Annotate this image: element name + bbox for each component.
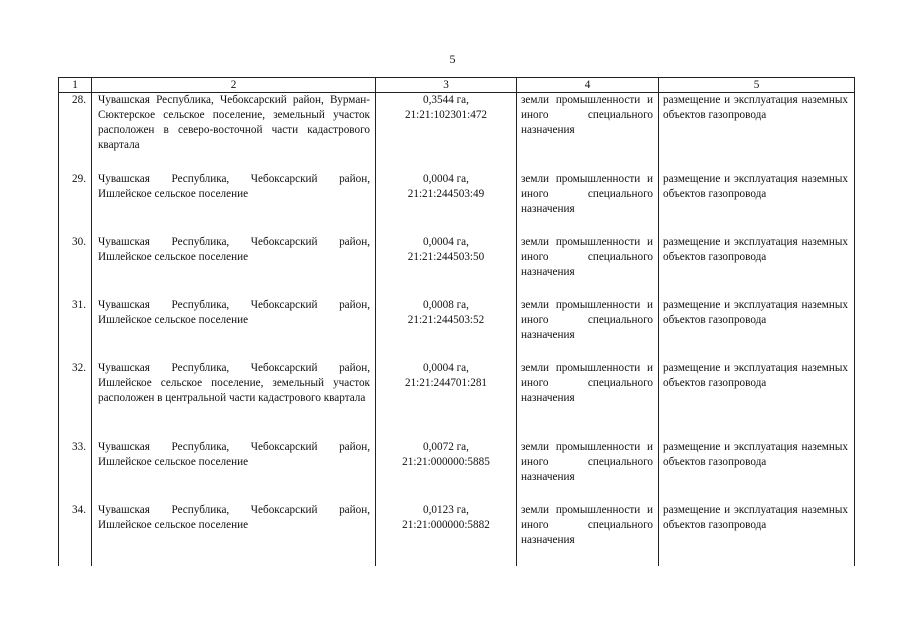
column-header-1: 1 (59, 78, 92, 93)
column-number-row (59, 78, 855, 93)
column-header-5: 5 (659, 78, 855, 93)
permitted-use: размещение и эксплуатация наземных объектов газопровода (659, 172, 855, 235)
plot-area: 0,0004 га, (423, 172, 469, 185)
cadastral-number: 21:21:244503:52 (407, 313, 485, 326)
row-number: 33. (59, 440, 92, 503)
land-category: земли промышленности и иного специального назначения (517, 361, 659, 440)
column-header-3: 3 (376, 78, 517, 93)
permitted-use: размещение и эксплуатация наземных объектов газопровода (659, 235, 855, 298)
plot-area: 0,3544 га, (423, 94, 469, 106)
table-row (59, 235, 855, 298)
table-row (59, 503, 855, 566)
table-row (59, 172, 855, 235)
permitted-use: размещение и эксплуатация наземных объектов газопровода (659, 440, 855, 503)
plot-location: Чувашская Республика, Чебоксарский район, Ишлейское сельское поселение (92, 440, 376, 503)
row-number: 31. (59, 298, 92, 361)
plot-location: Чувашская Республика, Чебоксарский район, Ишлейское сельское поселение (92, 298, 376, 361)
row-number: 34. (59, 503, 92, 566)
land-category: земли промышленности и иного специального назначения (517, 298, 659, 361)
plot-area: 0,0004 га, (423, 361, 469, 374)
row-number: 30. (59, 235, 92, 298)
plot-area: 0,0123 га, (423, 503, 469, 516)
table-row (59, 361, 855, 440)
table-row (59, 298, 855, 361)
cadastral-number: 21:21:244503:50 (407, 250, 485, 263)
cadastral-number: 21:21:000000:5885 (402, 455, 490, 468)
table-row (59, 93, 855, 172)
row-number: 28. (59, 93, 92, 172)
plot-area: 0,0072 га, (423, 440, 469, 453)
column-header-4: 4 (517, 78, 659, 93)
row-number: 29. (59, 172, 92, 235)
permitted-use: размещение и эксплуатация наземных объектов газопровода (659, 361, 855, 440)
plot-area-cell (376, 172, 517, 235)
plot-area-cell (376, 93, 517, 172)
plot-location: Чувашская Республика, Чебоксарский район, Вурман-Сюктерское сельское поселение, земельный участок расположен в северо-восточной части кадастрового квартала (92, 93, 376, 172)
plot-location: Чувашская Республика, Чебоксарский район, Ишлейское сельское поселение (92, 172, 376, 235)
table-row (59, 440, 855, 503)
cadastral-number: 21:21:000000:5882 (402, 518, 490, 531)
land-category: земли промышленности и иного специального назначения (517, 172, 659, 235)
cadastral-number: 21:21:102301:472 (404, 109, 488, 121)
plot-location: Чувашская Республика, Чебоксарский район, Ишлейское сельское поселение (92, 235, 376, 298)
cadastral-number: 21:21:244503:49 (407, 187, 485, 200)
land-category: земли промышленности и иного специального назначения (517, 235, 659, 298)
permitted-use: размещение и эксплуатация наземных объектов газопровода (659, 503, 855, 566)
land-category: земли промышленности и иного специального назначения (517, 440, 659, 503)
plot-location: Чувашская Республика, Чебоксарский район, Ишлейское сельское поселение, земельный участок расположен в центральной части кадастрового квартала (92, 361, 376, 440)
plot-area-cell (376, 503, 517, 566)
plot-area-cell (376, 235, 517, 298)
plot-area-cell (376, 298, 517, 361)
cadastral-number: 21:21:244701:281 (404, 376, 488, 389)
land-category: земли промышленности и иного специального назначения (517, 503, 659, 566)
row-number: 32. (59, 361, 92, 440)
permitted-use: размещение и эксплуатация наземных объектов газопровода (659, 93, 855, 172)
plot-area-cell (376, 361, 517, 440)
plot-area: 0,0008 га, (423, 298, 469, 311)
land-category: земли промышленности и иного специального назначения (517, 93, 659, 172)
column-header-2: 2 (92, 78, 376, 93)
page-number: 5 (449, 52, 456, 66)
plot-area-cell (376, 440, 517, 503)
permitted-use: размещение и эксплуатация наземных объектов газопровода (659, 298, 855, 361)
land-plots-table (58, 77, 855, 566)
plot-area: 0,0004 га, (423, 235, 469, 248)
plot-location: Чувашская Республика, Чебоксарский район, Ишлейское сельское поселение (92, 503, 376, 566)
